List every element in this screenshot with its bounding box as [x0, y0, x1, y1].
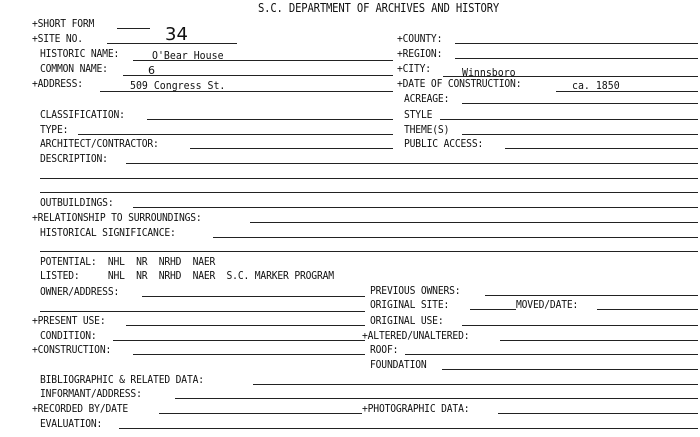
address-line — [100, 91, 393, 92]
original-site-line — [470, 309, 516, 310]
original-use-label: ORIGINAL USE: — [370, 314, 444, 327]
relationship-line — [250, 222, 698, 223]
bibliographic-label: BIBLIOGRAPHIC & RELATED DATA: — [40, 373, 204, 386]
photographic-data-line — [498, 413, 698, 414]
county-line — [455, 43, 698, 44]
style-label: STYLE — [404, 108, 433, 121]
common-name-label: COMMON NAME: — [40, 62, 108, 75]
address-value: 509 Congress St. — [130, 79, 226, 92]
previous-owners-label: PREVIOUS OWNERS: — [370, 284, 461, 297]
historic-name-line — [133, 60, 393, 61]
address-label: +ADDRESS: — [32, 77, 83, 90]
architect-label: ARCHITECT/CONTRACTOR: — [40, 137, 159, 150]
acreage-line — [462, 103, 698, 104]
present-use-label: +PRESENT USE: — [32, 314, 106, 327]
acreage-label: ACREAGE: — [404, 92, 450, 105]
potential-label: POTENTIAL: NHL NR NRHD NAER — [40, 255, 216, 268]
relationship-label: +RELATIONSHIP TO SURROUNDINGS: — [32, 211, 202, 224]
outbuildings-line — [133, 207, 698, 208]
description-line-3 — [40, 192, 698, 193]
description-line-2 — [40, 178, 698, 179]
altered-label: +ALTERED/UNALTERED: — [362, 329, 470, 342]
informant-label: INFORMANT/ADDRESS: — [40, 387, 142, 400]
owner-address-label: OWNER/ADDRESS: — [40, 285, 120, 298]
construction-label: +CONSTRUCTION: — [32, 343, 112, 356]
description-line-1 — [126, 163, 698, 164]
recorded-by-line — [159, 413, 362, 414]
historic-name-label: HISTORIC NAME: — [40, 47, 120, 60]
classification-label: CLASSIFICATION: — [40, 108, 125, 121]
altered-line — [500, 340, 698, 341]
condition-label: CONDITION: — [40, 329, 97, 342]
historical-significance-line — [213, 237, 698, 238]
informant-line — [175, 398, 698, 399]
themes-line — [462, 134, 698, 135]
bibliographic-line — [253, 384, 698, 385]
construction-line — [133, 354, 365, 355]
historical-significance-label: HISTORICAL SIGNIFICANCE: — [40, 226, 176, 239]
owner-address-line-2 — [40, 311, 365, 312]
form-title: S.C. DEPARTMENT OF ARCHIVES AND HISTORY — [258, 1, 500, 15]
site-no-line — [107, 43, 237, 44]
public-access-label: PUBLIC ACCESS: — [404, 137, 484, 150]
common-name-line — [123, 75, 393, 76]
moved-date-line — [597, 309, 698, 310]
city-label: +CITY: — [397, 62, 431, 75]
original-use-line — [462, 325, 698, 326]
historical-significance-line-2 — [40, 251, 698, 252]
owner-address-line — [142, 296, 365, 297]
style-line — [440, 119, 698, 120]
original-site-label: ORIGINAL SITE: — [370, 298, 450, 311]
previous-owners-line — [485, 295, 698, 296]
site-no-label: +SITE NO. — [32, 32, 83, 45]
site-no-value: 34 — [165, 24, 188, 45]
public-access-line — [505, 148, 698, 149]
outbuildings-label: OUTBUILDINGS: — [40, 196, 114, 209]
foundation-line — [442, 369, 698, 370]
region-line — [455, 58, 698, 59]
foundation-label: FOUNDATION — [370, 358, 427, 371]
description-label: DESCRIPTION: — [40, 152, 108, 165]
moved-date-label: MOVED/DATE: — [516, 298, 579, 311]
themes-label: THEME(S) — [404, 123, 450, 136]
evaluation-line — [119, 428, 698, 429]
roof-line — [405, 354, 698, 355]
condition-line — [113, 340, 365, 341]
region-label: +REGION: — [397, 47, 443, 60]
listed-label: LISTED: NHL NR NRHD NAER S.C. MARKER PROGRAM — [40, 269, 334, 282]
type-label: TYPE: — [40, 123, 69, 136]
roof-label: ROOF: — [370, 343, 399, 356]
short-form-label: +SHORT FORM — [32, 17, 95, 30]
city-value: Winnsboro — [462, 66, 516, 79]
evaluation-label: EVALUATION: — [40, 417, 103, 430]
short-form-line — [117, 28, 150, 29]
architect-line — [190, 148, 393, 149]
recorded-by-label: +RECORDED BY/DATE — [32, 402, 129, 415]
county-label: +COUNTY: — [397, 32, 443, 45]
date-construction-value: ca. 1850 — [572, 79, 620, 92]
present-use-line — [126, 325, 365, 326]
historic-name-value: O'Bear House — [152, 49, 224, 62]
type-line — [78, 134, 393, 135]
date-construction-line — [556, 91, 698, 92]
common-name-mark: 6 — [148, 64, 155, 77]
classification-line — [147, 119, 393, 120]
photographic-data-label: +PHOTOGRAPHIC DATA: — [362, 402, 470, 415]
date-construction-label: +DATE OF CONSTRUCTION: — [397, 77, 522, 90]
